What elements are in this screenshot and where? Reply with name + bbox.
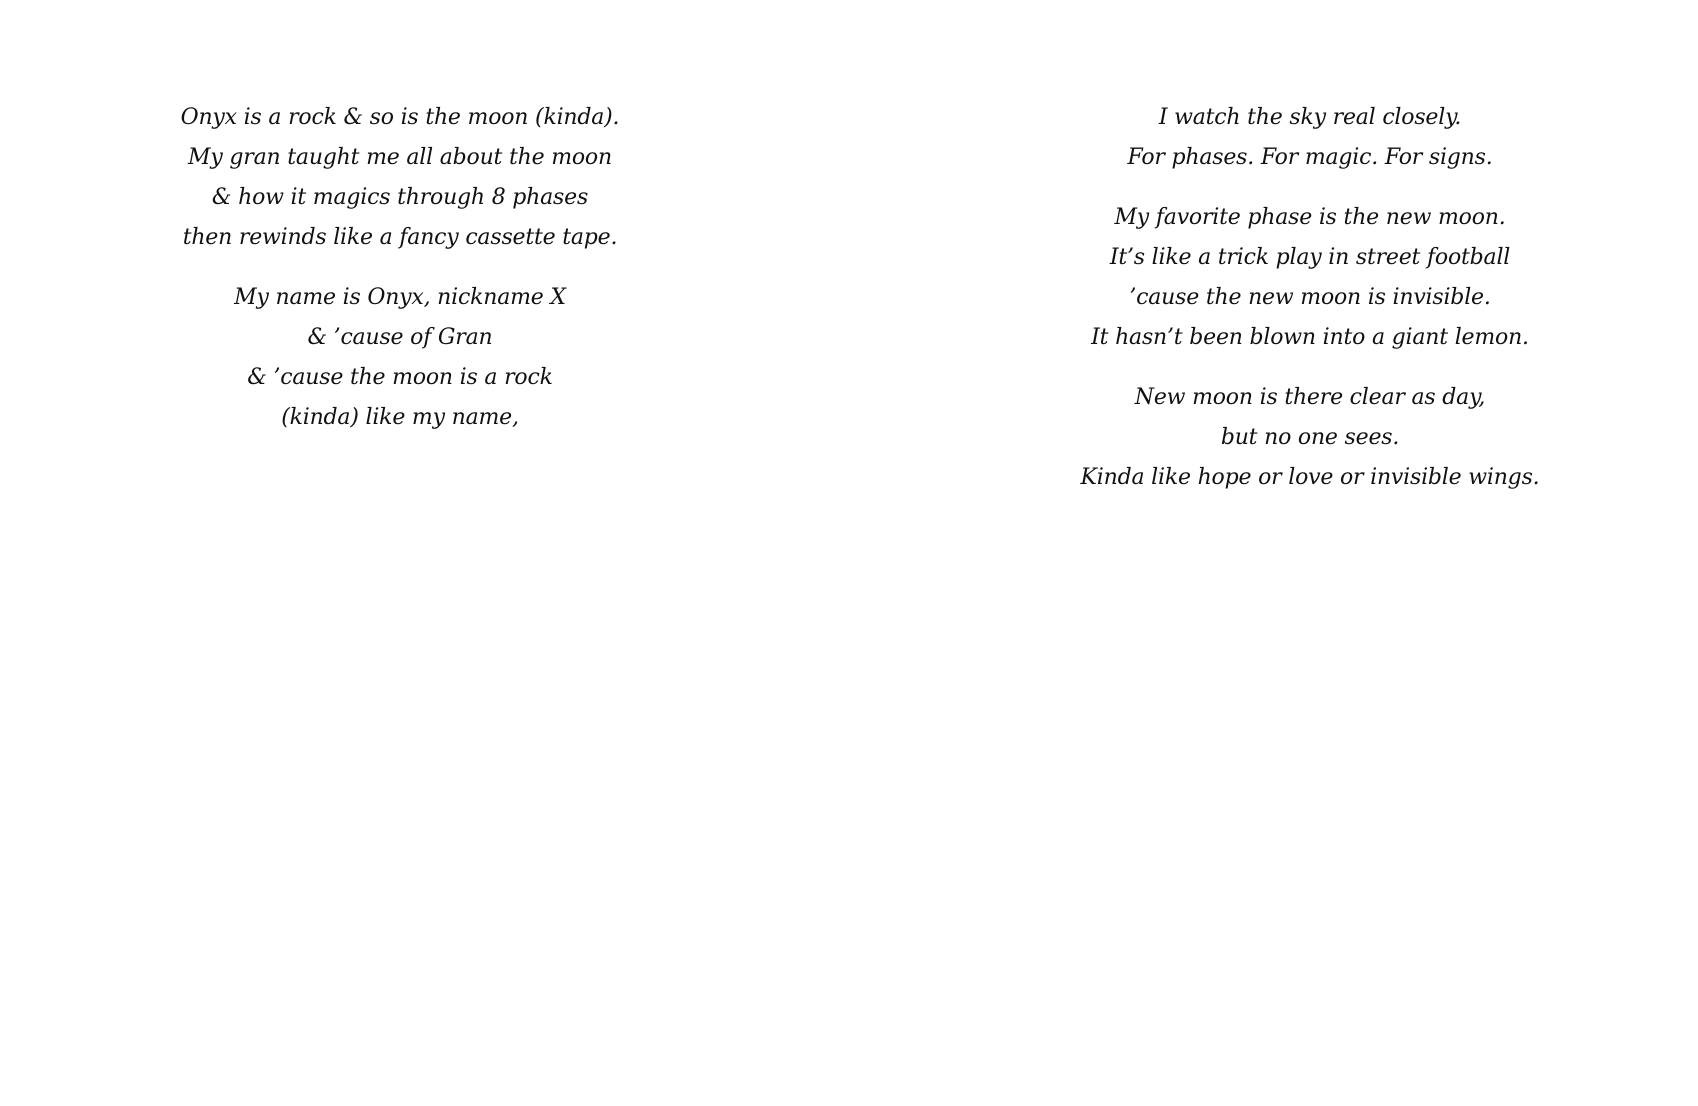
poem-line: My favorite phase is the new moon. (1114, 205, 1506, 230)
poem-line: For phases. For magic. For signs. (1127, 145, 1493, 170)
poem-stanza (1000, 98, 1620, 178)
poem-line: Kinda like hope or love or invisible wings. (1080, 465, 1540, 490)
right-page (1000, 98, 1620, 518)
poem-line: It’s like a trick play in street football (1109, 245, 1511, 270)
poem-stanza (1000, 198, 1620, 358)
poem-line: New moon is there clear as day, (1134, 385, 1486, 410)
poem-line: & ’cause of Gran (307, 325, 493, 350)
poem-line: It hasn’t been blown into a giant lemon. (1091, 325, 1529, 350)
poem-line: then rewinds like a fancy cassette tape. (182, 225, 618, 250)
poem-stanza (100, 278, 700, 438)
poem-line: (kinda) like my name, (281, 405, 519, 430)
poem-stanza (100, 98, 700, 258)
poem-line: My name is Onyx, nickname X (234, 285, 566, 310)
poem-line: Onyx is a rock & so is the moon (kinda). (180, 105, 620, 130)
poem-line: & ’cause the moon is a rock (247, 365, 553, 390)
poem-line: & how it magics through 8 phases (211, 185, 589, 210)
poem-line: but no one sees. (1220, 425, 1400, 450)
left-page (100, 98, 700, 458)
poem-stanza (1000, 378, 1620, 498)
poem-line: My gran taught me all about the moon (188, 145, 612, 170)
poem-line: ’cause the new moon is invisible. (1129, 285, 1491, 310)
poem-line: I watch the sky real closely. (1158, 105, 1462, 130)
